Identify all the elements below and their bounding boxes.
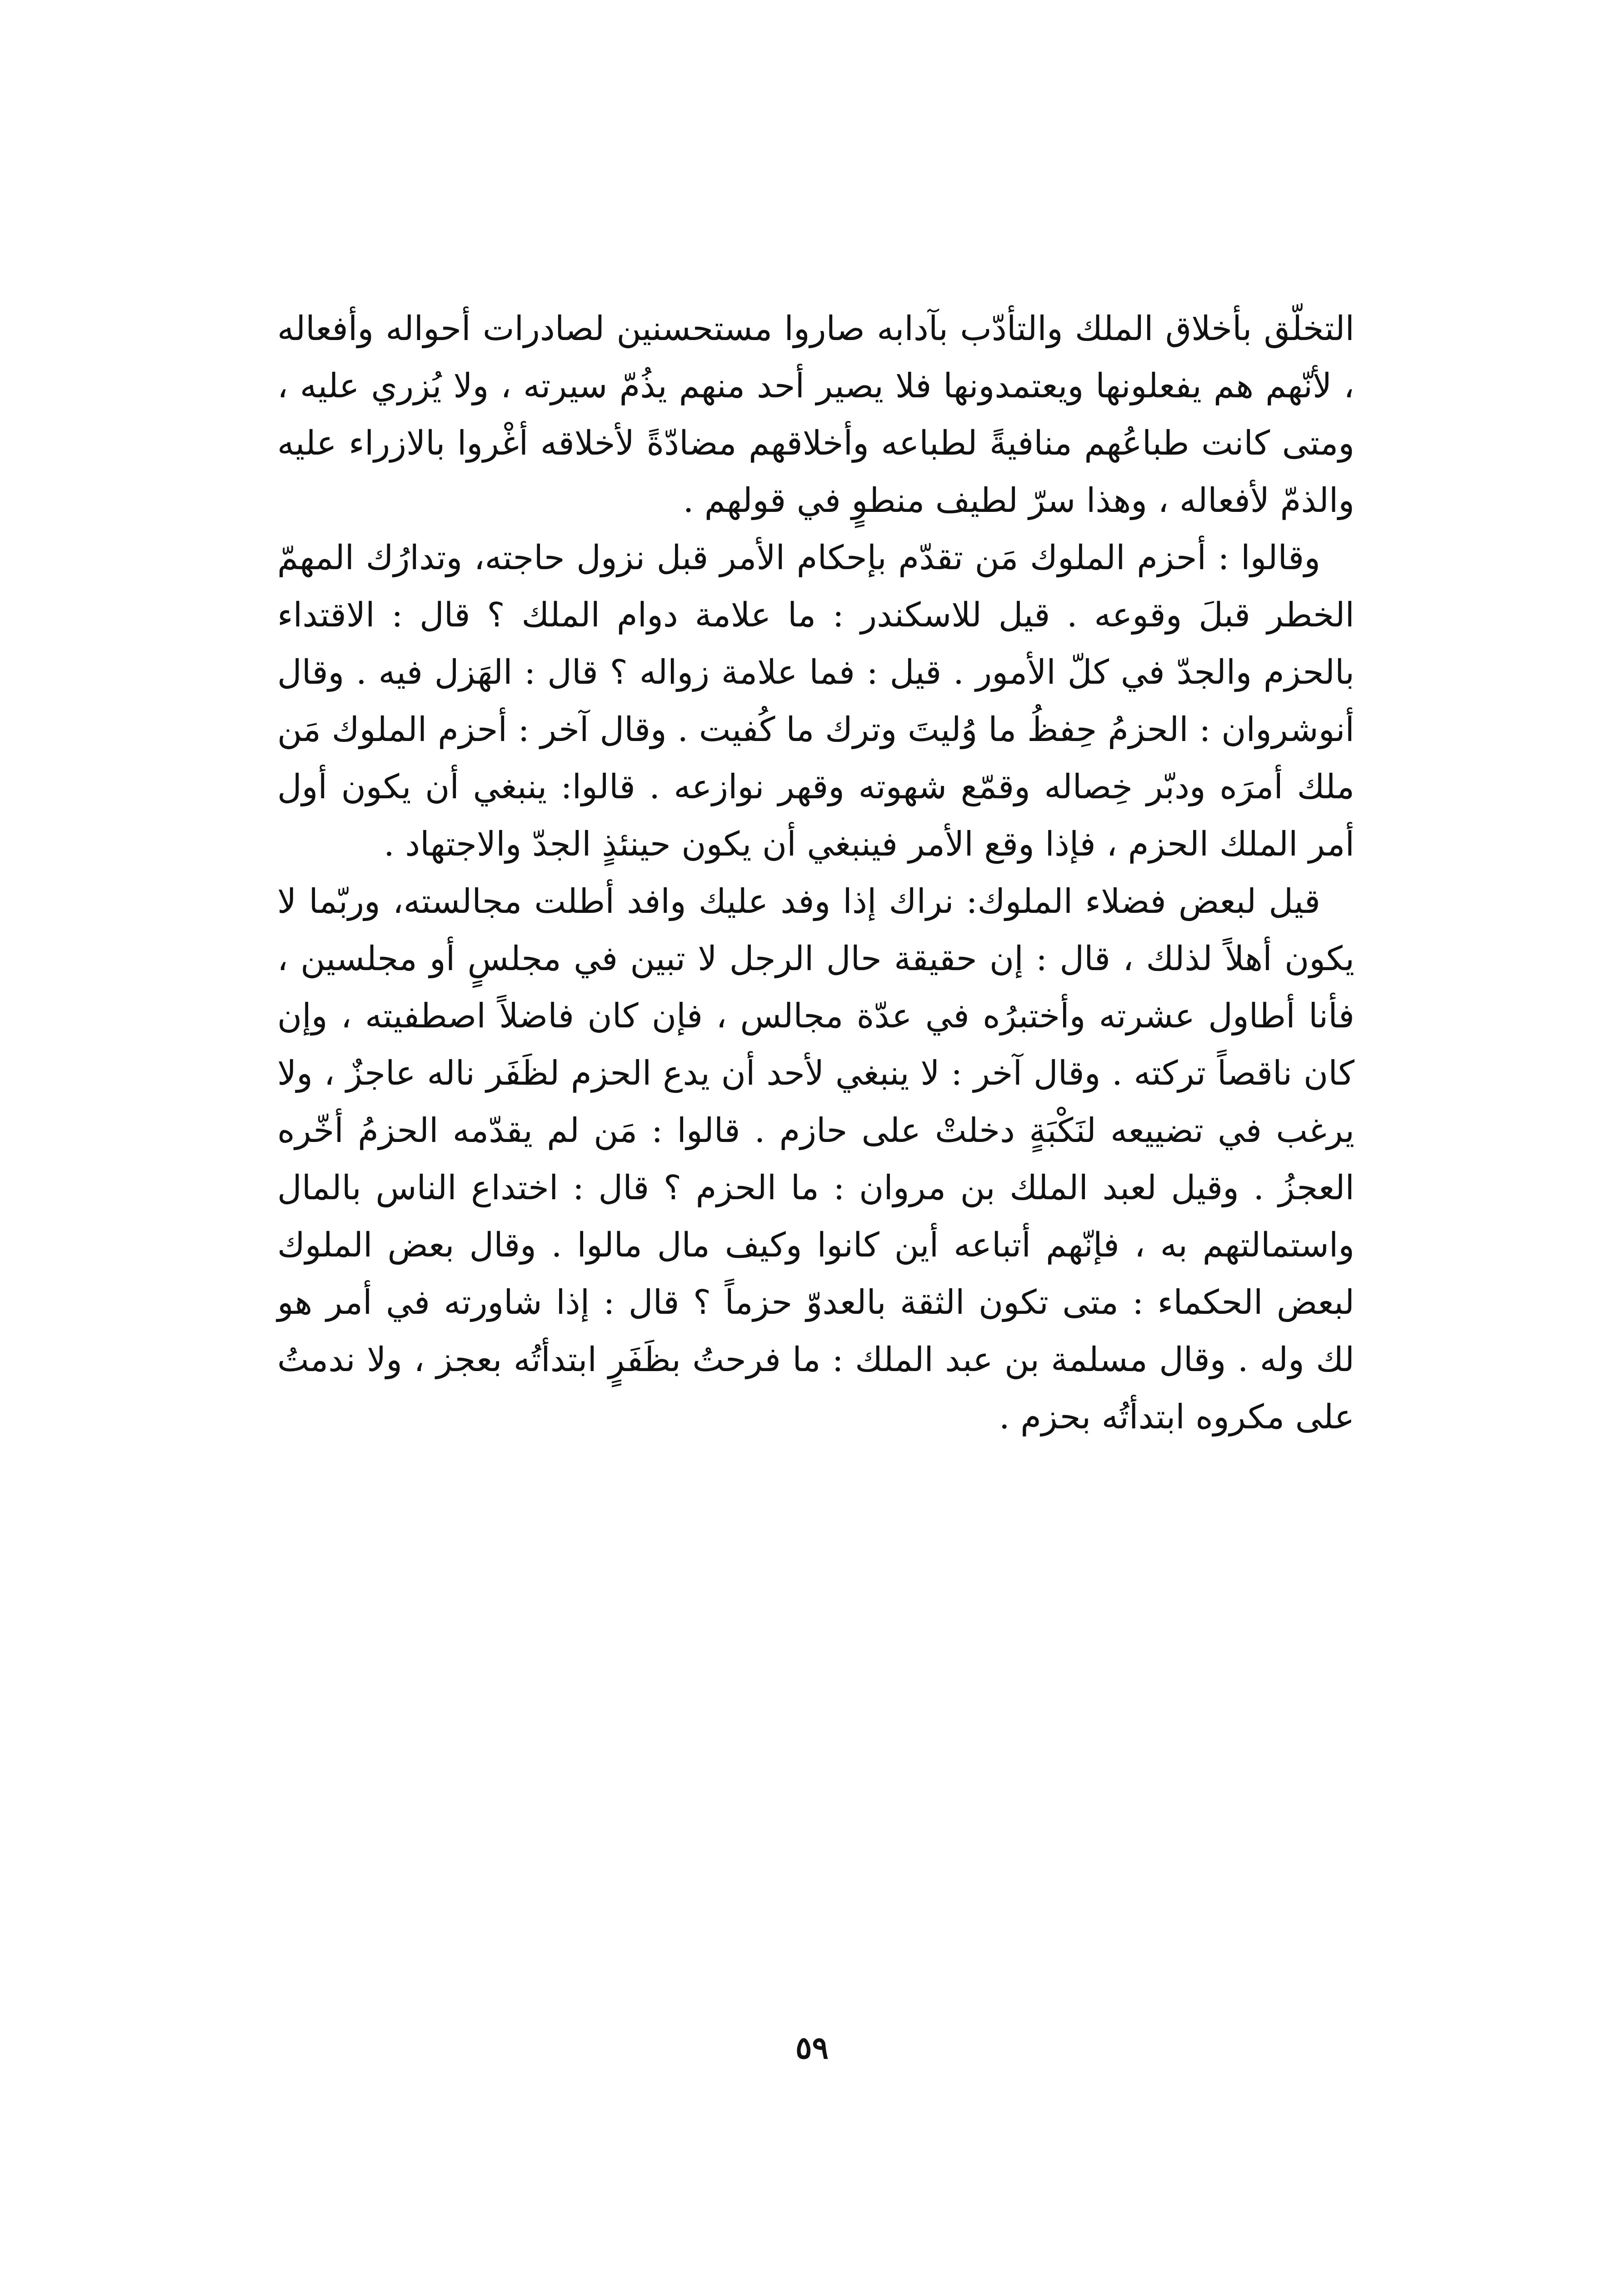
paragraph-1: التخلّق بأخلاق الملك والتأدّب بآدابه صاروا مستحسنين لصادرات أحواله وأفعاله ، لأنّهم هم يفعلونها ويعتمدونها فلا يصير أحد منهم يذُمّ سيرته ، ولا يُزري عليه ، ومتى كانت طباعُهم منافيةً لطباعه وأخلاقهم مضادّةً لأخلاقه أغْروا بالازراء عليه والذمّ لأفعاله ، وهذا سرّ لطيف منطوٍ في قولهم . xyxy=(277,309,1354,520)
page-number: ٥٩ xyxy=(795,2030,829,2066)
paragraph-2: وقالوا : أحزم الملوك مَن تقدّم بإحكام الأمر قبل نزول حاجته، وتدارُك المهمّ الخطر قبلَ وقوعه . قيل للاسكندر : ما علامة دوام الملك ؟ قال : الاقتداء بالحزم والجدّ في كلّ الأمور . قيل : فما علامة زواله ؟ قال : الهَزل فيه . وقال أنوشروان : الحزمُ حِفظُ ما وُليتَ وترك ما كُفيت . وقال آخر : أحزم الملوك مَن ملك أمرَه ودبّر خِصاله وقمّع شهوته وقهر نوازعه . قالوا: ينبغي أن يكون أول أمر الملك الحزم ، فإذا وقع الأمر فينبغي أن يكون حينئذٍ الجدّ والاجتهاد . xyxy=(277,538,1354,864)
paragraph-3: قيل لبعض فضلاء الملوك: نراك إذا وفد عليك وافد أطلت مجالسته، وربّما لا يكون أهلاً لذلك ، قال : إن حقيقة حال الرجل لا تبين في مجلسٍ أو مجلسين ، فأنا أطاول عشرته وأختبرُه في عدّة مجالس ، فإن كان فاضلاً اصطفيته ، وإن كان ناقصاً تركته . وقال آخر : لا ينبغي لأحد أن يدع الحزم لظَفَر ناله عاجزٌ ، ولا يرغب في تضييعه لنَكْبَةٍ دخلتْ على حازم . قالوا : مَن لم يقدّمه الحزمُ أخّره العجزُ . وقيل لعبد الملك بن مروان : ما الحزم ؟ قال : اختداع الناس بالمال واستمالتهم به ، فإنّهم أتباعه أين كانوا وكيف مال مالوا . وقال بعض الملوك لبعض الحكماء : متى تكون الثقة بالعدوّ حزماً ؟ قال : إذا شاورته في أمر هو لك وله . وقال مسلمة بن عبد الملك : ما فرحتُ بظَفَرٍ ابتدأتُه بعجز ، ولا ندمتُ على مكروه ابتدأتُه بحزم . xyxy=(277,882,1355,1437)
body-text xyxy=(277,300,1354,1446)
